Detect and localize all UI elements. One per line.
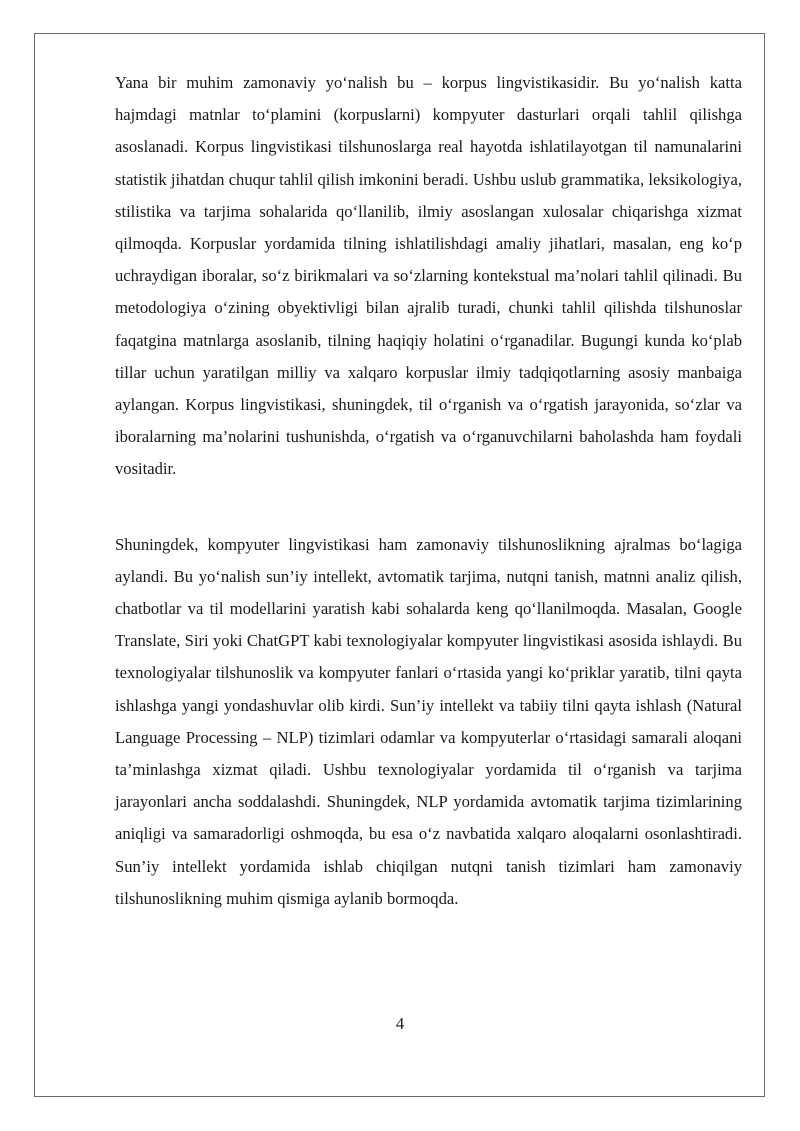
paragraph-corpus-linguistics: Yana bir muhim zamonaviy yo‘nalish bu – korpus lingvistikasidir. Bu yo‘nalish katta hajmdagi matnlar to‘plamini (korpuslarni) kompyuter dasturlari orqali tahlil qilishga asoslanadi. Korpus lingvistikasi tilshunoslarga real hayotda ishlatilayotgan til namunalarini statistik jihatdan chuqur tahlil qilish imkonini beradi. Ushbu uslub grammatika, leksikologiya, stilistika va tarjima sohalarida qo‘llanilib, ilmiy asoslangan xulosalar chiqarishga xizmat qilmoqda. Korpuslar yordamida tilning ishlatilishdagi amaliy jihatlari, masalan, eng ko‘p uchraydigan iboralar, so‘z birikmalari va so‘zlarning kontekstual ma’nolari tahlil qilinadi. Bu metodologiya o‘zining obyektivligi bilan ajralib turadi, chunki tahlil qilishda tilshunoslar faqatgina matnlarga asoslanib, tilning haqiqiy holatini o‘rganadilar. Bugungi kunda ko‘plab tillar uchun yaratilgan milliy va xalqaro korpuslar ilmiy tadqiqotlarning asosiy manbaiga aylangan. Korpus lingvistikasi, shuningdek, til o‘rganish va o‘rgatish jarayonida, so‘zlar va iboralarning ma’nolarini tushunishda, o‘rgatish va o‘rganuvchilarni baholashda ham foydali vositadir. xyxy=(115,73,742,479)
paragraph-computational-linguistics: Shuningdek, kompyuter lingvistikasi ham zamonaviy tilshunoslikning ajralmas bo‘lagiga aylandi. Bu yo‘nalish sun’iy intellekt, avtomatik tarjima, nutqni tanish, matnni analiz qilish, chatbotlar va til modellarini yaratish kabi sohalarda keng qo‘llanilmoqda. Masalan, Google Translate, Siri yoki ChatGPT kabi texnologiyalar kompyuter lingvistikasi asosida ishlaydi. Bu texnologiyalar tilshunoslik va kompyuter fanlari o‘rtasida yangi ko‘priklar yaratib, tilni qayta ishlashga yangi yondashuvlar olib kirdi. Sun’iy intellekt va tabiiy tilni qayta ishlash (Natural Language Processing – NLP) tizimlari odamlar va kompyuterlar o‘rtasidagi samarali aloqani ta’minlashga xizmat qiladi. Ushbu texnologiyalar yordamida til o‘rganish va tarjima jarayonlari ancha soddalashdi. Shuningdek, NLP yordamida avtomatik tarjima tizimlarining aniqligi va samaradorligi oshmoqda, bu esa o‘z navbatida xalqaro aloqalarni osonlashtiradi. Sun’iy intellekt yordamida ishlab chiqilgan nutqni tanish tizimlari ham zamonaviy tilshunoslikning muhim qismiga aylanib bormoqda. xyxy=(115,534,742,908)
page-body xyxy=(115,67,742,915)
page-number: 4 xyxy=(395,1014,405,1033)
